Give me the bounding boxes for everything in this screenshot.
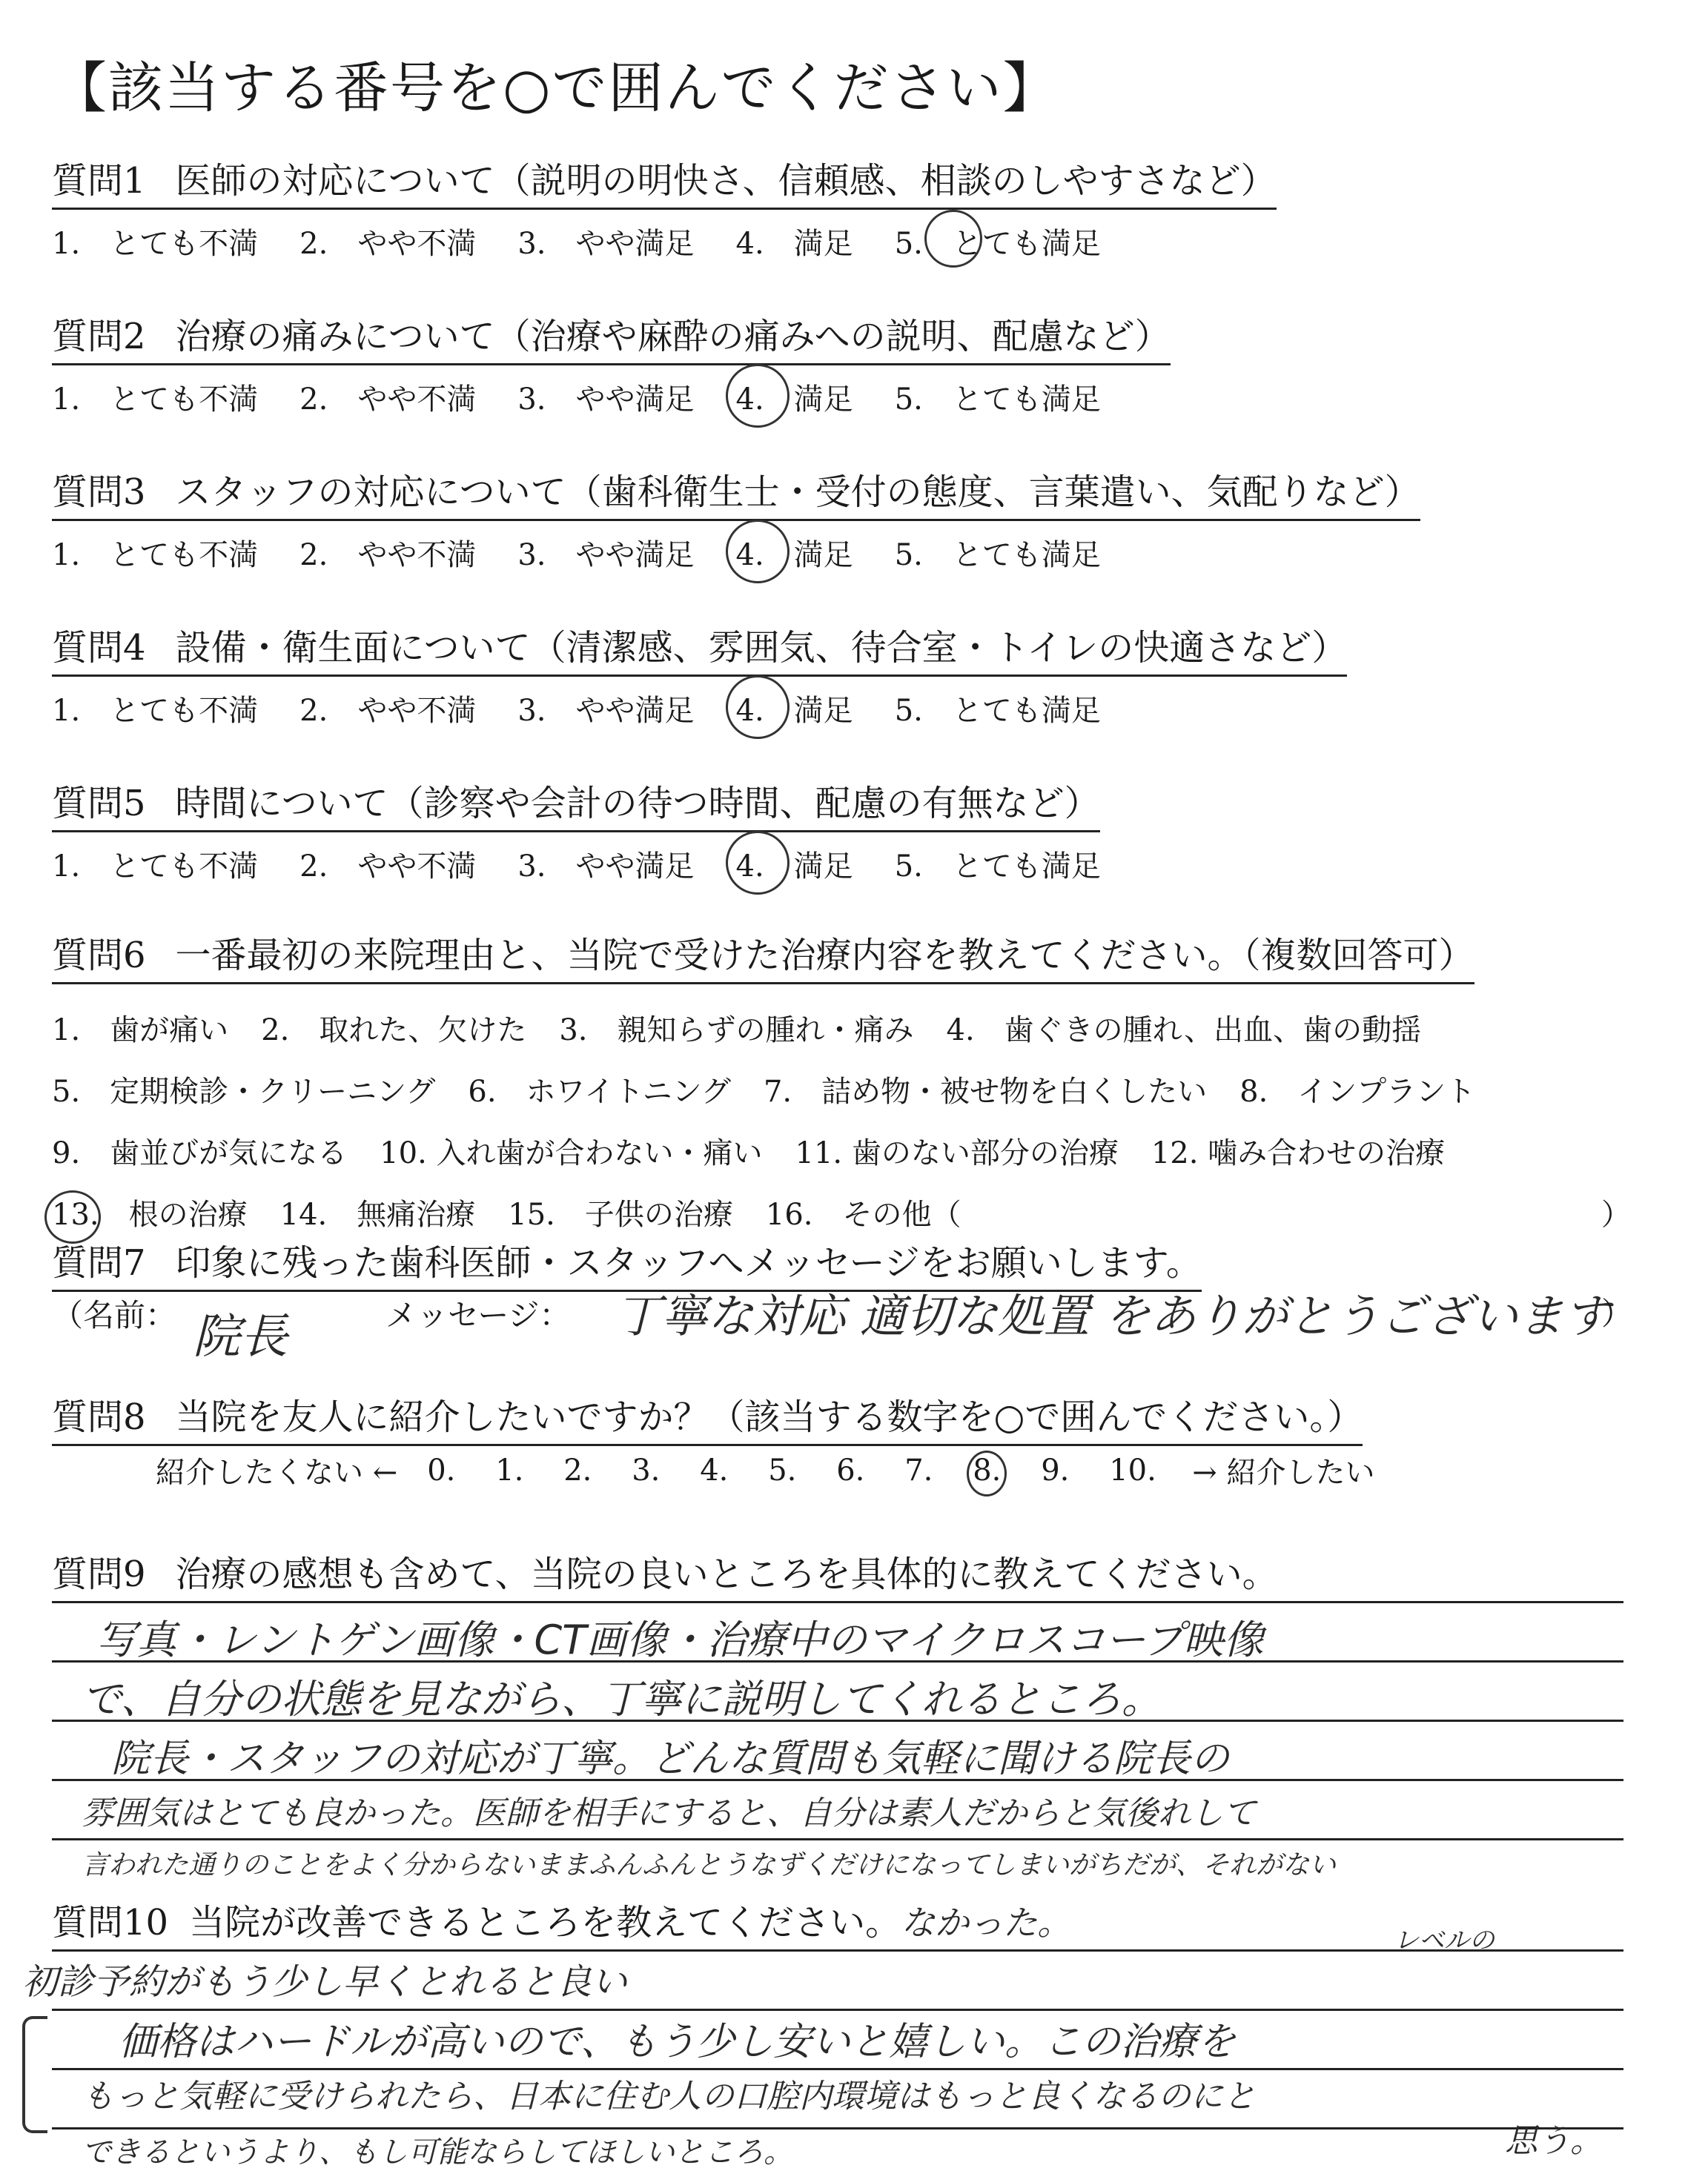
selection-circle — [967, 1451, 1007, 1497]
reason-row-4 — [52, 1191, 1631, 1233]
question-title: 質問4 設備・衛生面について（清潔感、雰囲気、待合室・トイレの快適さなど） — [52, 619, 1347, 677]
answer-text[interactable]: 院長・スタッフの対応が丁寧。どんな質問も気軽に聞ける院長の — [111, 1737, 1230, 1781]
question-5 — [52, 775, 1142, 885]
close-paren: ） — [1601, 1198, 1631, 1232]
option-2[interactable]: 2. やや不満 — [299, 382, 477, 417]
reason-option-other[interactable]: 16. その他（ — [765, 1198, 961, 1232]
reason-option[interactable]: 11. 歯のない部分の治療 — [795, 1136, 1119, 1170]
question-title: 質問10 当院が改善できるところを教えてください。なかった。 — [52, 1902, 1072, 1943]
selection-circle — [726, 831, 790, 895]
question-3 — [52, 463, 1420, 574]
option-3[interactable]: 3. やや満足 — [517, 227, 695, 261]
option-1[interactable]: 1. とても不満 — [52, 382, 259, 417]
inline-answer[interactable]: なかった。 — [901, 1903, 1072, 1943]
name-label: （名前： — [52, 1297, 177, 1333]
selection-circle — [726, 675, 790, 739]
answer-text[interactable]: 写真・レントゲン画像・CT画像・治療中のマイクロスコープ映像 — [96, 1617, 1264, 1663]
question-7 — [52, 1234, 1202, 1292]
question-title: 質問9 治療の感想も含めて、当院の良いところを具体的に教えてください。 — [52, 1554, 1278, 1595]
selection-circle — [924, 210, 982, 268]
option-3[interactable]: 3. やや満足 — [517, 382, 695, 417]
question-1 — [52, 152, 1277, 262]
answer-text[interactable]: で、自分の状態を見ながら、丁寧に説明してくれるところ。 — [82, 1676, 1162, 1723]
reason-option[interactable]: 1. 歯が痛い — [52, 1013, 229, 1047]
message-label: メッセージ： — [385, 1297, 571, 1333]
name-value[interactable]: 院長 — [193, 1310, 288, 1365]
reason-option[interactable]: 12. 噛み合わせの治療 — [1151, 1136, 1446, 1170]
option-2[interactable]: 2. やや不満 — [299, 538, 477, 572]
reason-option[interactable]: 4. 歯ぐきの腫れ、出血、歯の動揺 — [946, 1013, 1422, 1047]
answer-text[interactable]: できるというより、もし可能ならしてほしいところ。 — [82, 2135, 793, 2170]
reason-option[interactable]: 6. ホワイトニング — [468, 1075, 731, 1109]
recommend-scale — [156, 1449, 1374, 1491]
option-4[interactable]: 4. 満足 — [735, 227, 853, 261]
answer-text[interactable]: 言われた通りのことをよく分からないままふんふんとうなずくだけになってしまいがちだが、それがない — [82, 1850, 1337, 1880]
option-1[interactable]: 1. とても不満 — [52, 849, 259, 884]
reason-option-13[interactable]: 13. 根の治療 — [52, 1198, 248, 1232]
scale-option[interactable]: 9. — [1041, 1453, 1070, 1488]
option-5[interactable]: 5. とても満足 — [894, 694, 1101, 728]
rating-options — [52, 843, 1142, 885]
scale-option[interactable]: 1. — [495, 1453, 524, 1488]
reason-row-1 — [52, 1007, 1623, 1049]
reason-option[interactable]: 14. 無痛治療 — [279, 1198, 476, 1232]
question-title: 質問7 印象に残った歯科医師・スタッフへメッセージをお願いします。 — [52, 1234, 1202, 1292]
option-4[interactable]: 4. 満足 — [736, 376, 853, 418]
scale-option[interactable]: 2. — [563, 1453, 592, 1488]
option-2[interactable]: 2. やや不満 — [299, 849, 477, 884]
reason-option[interactable]: 2. 取れた、欠けた — [261, 1013, 527, 1047]
question-6 — [52, 927, 1631, 1233]
question-title: 質問3 スタッフの対応について（歯科衛生士・受付の態度、言葉遣い、気配りなど） — [52, 463, 1420, 521]
reason-option[interactable]: 7. 詰め物・被せ物を白くしたい — [763, 1075, 1208, 1109]
option-3[interactable]: 3. やや満足 — [517, 849, 695, 884]
question-2 — [52, 308, 1171, 418]
answer-text[interactable]: 雰囲気はとても良かった。医師を相手にすると、自分は素人だからと気後れして — [82, 1794, 1256, 1832]
question-title: 質問6 一番最初の来院理由と、当院で受けた治療内容を教えてください。（複数回答可） — [52, 927, 1474, 984]
option-1[interactable]: 1. とても不満 — [52, 694, 259, 728]
selection-circle — [726, 364, 790, 428]
option-4[interactable]: 4. 満足 — [736, 531, 853, 574]
selection-circle — [726, 520, 790, 583]
option-5[interactable]: 5. とても満足 — [894, 849, 1101, 884]
option-2[interactable]: 2. やや不満 — [299, 694, 477, 728]
question-10 — [52, 1894, 1071, 1945]
option-1[interactable]: 1. とても不満 — [52, 227, 259, 261]
scale-option[interactable]: 6. — [836, 1453, 865, 1488]
rating-options — [52, 376, 1171, 418]
reason-option[interactable]: 10. 入れ歯が合わない・痛い — [380, 1136, 763, 1170]
answer-line — [52, 1838, 1623, 1840]
option-3[interactable]: 3. やや満足 — [517, 538, 695, 572]
insert-bracket — [22, 2016, 47, 2133]
option-3[interactable]: 3. やや満足 — [517, 694, 695, 728]
answer-line — [52, 1601, 1623, 1603]
question-4 — [52, 619, 1347, 729]
option-5[interactable]: 5. とても満足 — [894, 538, 1101, 572]
option-4[interactable]: 4. 満足 — [736, 687, 853, 729]
answer-text[interactable]: 初診予約がもう少し早くとれると良い — [22, 1961, 628, 2003]
question-title: 質問8 当院を友人に紹介したいですか？（該当する数字を○で囲んでください。） — [52, 1388, 1363, 1446]
rating-options — [52, 531, 1420, 574]
question-title: 質問2 治療の痛みについて（治療や麻酔の痛みへの説明、配慮など） — [52, 308, 1171, 365]
page-header: 【該当する番号を○で囲んでください】 — [52, 56, 1059, 120]
scale-option[interactable]: 3. — [632, 1453, 661, 1488]
message-value[interactable]: 丁寧な対応 適切な処置 をありがとうございます — [615, 1289, 1610, 1343]
scale-option[interactable]: 0. — [427, 1453, 456, 1488]
reason-option[interactable]: 8. インプラント — [1239, 1075, 1476, 1109]
scale-left-label: 紹介したくない ← — [156, 1456, 398, 1490]
option-5[interactable]: 5. とても満足 — [895, 220, 1101, 262]
insert-note[interactable]: レベルの — [1394, 1926, 1494, 1955]
scale-right-label: → 紹介したい — [1192, 1456, 1375, 1490]
question-title: 質問1 医師の対応について（説明の明快さ、信頼感、相談のしやすさなど） — [52, 152, 1277, 210]
question-8 — [52, 1388, 1363, 1446]
scale-option[interactable]: 5. — [768, 1453, 797, 1488]
option-5[interactable]: 5. とても満足 — [894, 382, 1101, 417]
close-paren: ） — [1601, 1296, 1633, 1332]
rating-options — [52, 687, 1347, 729]
scale-option-selected[interactable]: 8. — [973, 1454, 1041, 1488]
reason-option[interactable]: 15. 子供の治療 — [508, 1198, 733, 1232]
scale-option[interactable]: 4. — [700, 1453, 729, 1488]
reason-option[interactable]: 9. 歯並びが気になる — [52, 1136, 348, 1170]
scale-option[interactable]: 7. — [904, 1453, 933, 1488]
answer-text[interactable]: 価格はハードルが高いので、もう少し安いと嬉しい。この治療を — [119, 2020, 1236, 2064]
reason-row-2 — [52, 1068, 1623, 1110]
scale-option[interactable]: 10. — [1109, 1453, 1156, 1488]
option-2[interactable]: 2. やや不満 — [299, 227, 477, 261]
question-9 — [52, 1545, 1278, 1597]
reason-option[interactable]: 5. 定期検診・クリーニング — [52, 1075, 436, 1109]
option-4[interactable]: 4. 満足 — [736, 843, 853, 885]
answer-line — [52, 1949, 1623, 1952]
reason-option[interactable]: 3. 親知らずの腫れ・痛み — [559, 1013, 914, 1047]
reason-row-3 — [52, 1130, 1623, 1172]
option-1[interactable]: 1. とても不満 — [52, 538, 259, 572]
tail-note[interactable]: 思う。 — [1505, 2122, 1603, 2160]
rating-options — [52, 220, 1277, 262]
answer-text[interactable]: もっと気軽に受けられたら、日本に住む人の口腔内環境はもっと良くなるのにと — [82, 2078, 1256, 2115]
question-title: 質問5 時間について（診察や会計の待つ時間、配慮の有無など） — [52, 775, 1100, 832]
